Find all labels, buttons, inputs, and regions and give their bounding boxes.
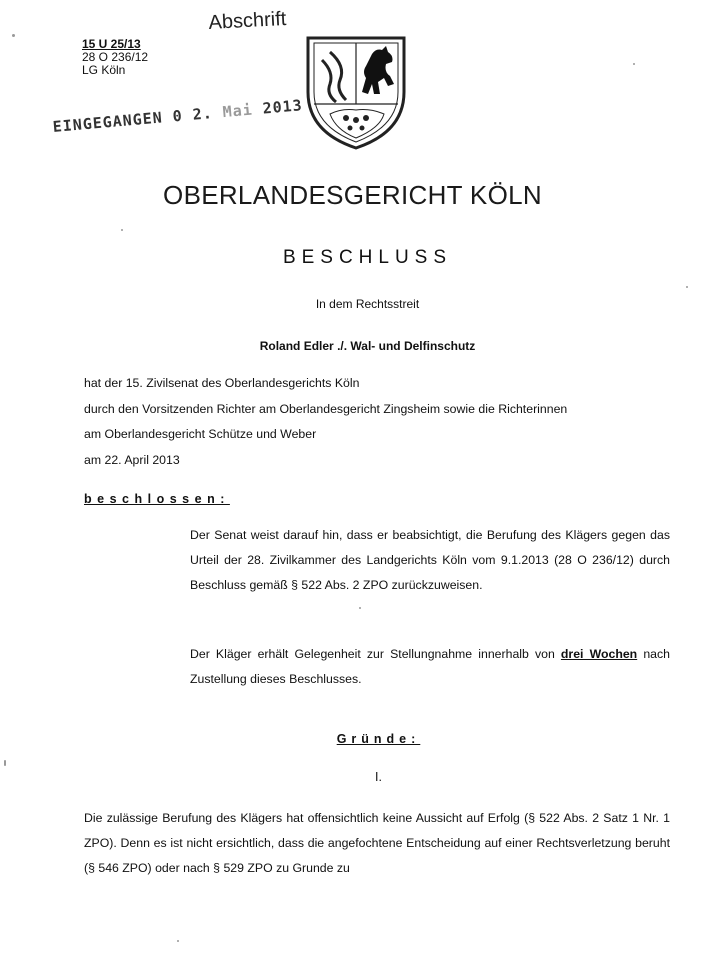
coat-of-arms-icon [300, 32, 412, 152]
deadline-highlight: drei Wochen [560, 647, 638, 661]
panel-line: hat der 15. Zivilsenat des Oberlandesgerichts Köln [84, 376, 360, 390]
abschrift-stamp: Abschrift [208, 7, 287, 34]
deadline-text-before: Der Kläger erhält Gelegenheit zur Stellungnahme innerhalb von [190, 647, 555, 661]
scan-speck [633, 63, 635, 65]
received-stamp-day: 0 2. [171, 104, 214, 126]
lower-court: LG Köln [82, 63, 126, 77]
resolved-heading: beschlossen: [84, 492, 230, 506]
deadline-text-after: nach Zustellung dieses Beschlusses. [190, 647, 670, 686]
panel-line: am 22. April 2013 [84, 453, 180, 467]
scan-speck [359, 607, 361, 609]
intro-line: In dem Rechtsstreit [315, 297, 420, 311]
panel-line: am Oberlandesgericht Schütze und Weber [84, 427, 317, 441]
case-number: 15 U 25/13 [82, 37, 141, 51]
reasons-heading: Gründe: [336, 732, 421, 746]
received-stamp-month: Mai [221, 100, 254, 122]
reasons-paragraph: Die zulässige Berufung des Klägers hat offensichtlich keine Aussicht auf Erfolg (§ 522 Abs. 2 Satz 1 Nr. 1 ZPO). Denn es ist nicht ersichtlich, dass die angefochtene Entscheidung auf einer Rechtsverletzung beruht (§ 546 ZPO) oder nach § 529 ZPO zu Grunde zu [84, 811, 670, 875]
decision-paragraph-2 [190, 642, 670, 692]
scan-speck [686, 286, 688, 288]
document-type-title: BESCHLUSS [282, 247, 453, 268]
received-stamp [52, 96, 303, 136]
received-stamp-label: EINGEGANGEN [52, 108, 164, 136]
lower-case-number: 28 O 236/12 [82, 50, 149, 64]
scan-speck [121, 229, 123, 231]
court-name: OBERLANDESGERICHT KÖLN [163, 180, 542, 210]
section-number: I. [375, 770, 382, 784]
decision-paragraph-1: Der Senat weist darauf hin, dass er beabsichtigt, die Berufung des Klägers gegen das Urteil der 28. Zivilkammer des Landgerichts Köln vom 9.1.2013 (28 O 236/12) durch Beschluss gemäß § 522 Abs. 2 ZPO zurückzuweisen. [190, 528, 670, 592]
scan-speck [12, 34, 15, 37]
scan-speck [177, 940, 179, 942]
received-stamp-year: 2013 [261, 96, 304, 118]
parties-line: Roland Edler ./. Wal- und Delfinschutz [259, 339, 476, 353]
scan-speck [4, 760, 6, 766]
panel-line: durch den Vorsitzenden Richter am Oberlandesgericht Zingsheim sowie die Richterinnen [84, 402, 568, 416]
